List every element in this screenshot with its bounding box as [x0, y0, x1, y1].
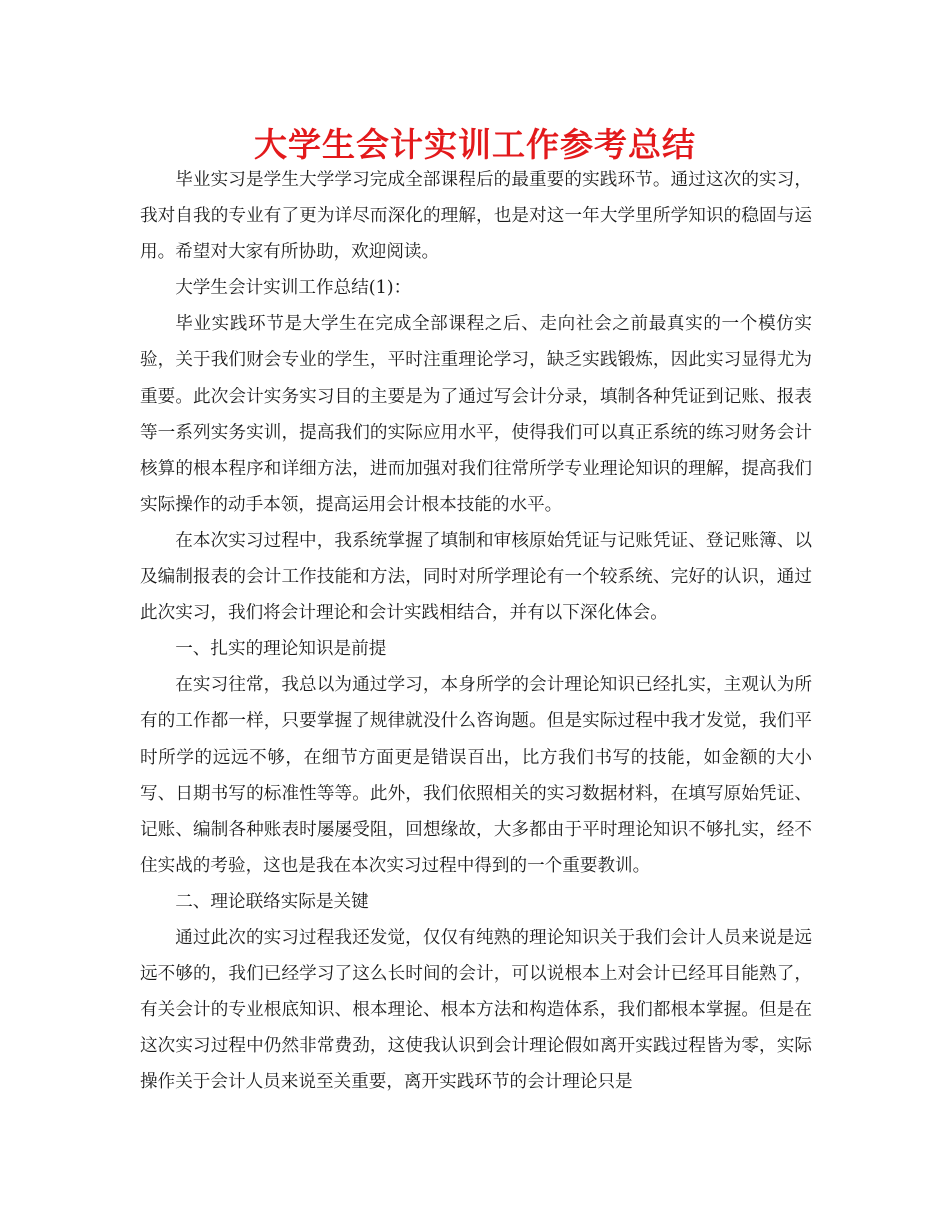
intro-paragraph: 毕业实习是学生大学学习完成全部课程后的最重要的实践环节。通过这次的实习，我对自我的专业有了更为详尽而深化的理解，也是对这一年大学里所学知识的稳固与运用。希望对大家有所协助，欢迎阅读。 [140, 170, 812, 263]
section-heading-summary-1: 大学生会计实训工作总结(1)： [175, 278, 412, 299]
body-paragraph: 在本次实习过程中，我系统掌握了填制和审核原始凭证与记账凭证、登记账簿、以及编制报表的会计工作技能和方法，同时对所学理论有一个较系统、完好的认识，通过此次实习，我们将会计理论和会计实践相结合，并有以下深化体会。 [140, 530, 812, 624]
body-paragraph: 通过此次的实习过程我还发觉，仅仅有纯熟的理论知识关于我们会计人员来说是远远不够的，我们已经学习了这么长时间的会计，可以说根本上对会计已经耳目能熟了，有关会计的专业根底知识、根本理论、根本方法和构造体系，我们都根本掌握。但是在这次实习过程中仍然非常费劲，这使我认识到会计理论假如离开实践过程皆为零，实际操作关于会计人员来说至关重要，离开实践环节的会计理论只是 [140, 927, 812, 1093]
document-title: 大学生会计实训工作参考总结 [254, 125, 696, 164]
body-paragraph: 在实习往常，我总以为通过学习，本身所学的会计理论知识已经扎实，主观认为所有的工作都一样，只要掌握了规律就没什么咨询题。但是实际过程中我才发觉，我们平时所学的远远不够，在细节方面更是错误百出，比方我们书写的技能，如金额的大小写、日期书写的标准性等等。此外，我们依照相关的实习数据材料，在填写原始凭证、记账、编制各种账表时屡屡受阻，回想缘故，大多都由于平时理论知识不够扎实，经不住实战的考验，这也是我在本次实习过程中得到的一个重要教训。 [140, 675, 812, 876]
document-body [140, 162, 812, 1100]
section-heading-theory-practice: 二、理论联络实际是关键 [175, 891, 369, 912]
section-heading-theory-foundation: 一、扎实的理论知识是前提 [175, 639, 387, 660]
body-paragraph: 毕业实践环节是大学生在完成全部课程之后、走向社会之前最真实的一个模仿实验，关于我们财会专业的学生，平时注重理论学习，缺乏实践锻炼，因此实习显得尤为重要。此次会计实务实习目的主要是为了通过写会计分录，填制各种凭证到记账、报表等一系列实务实训，提高我们的实际应用水平，使得我们可以真正系统的练习财务会计核算的根本程序和详细方法，进而加强对我们往常所学专业理论知识的理解，提高我们实际操作的动手本领，提高运用会计根本技能的水平。 [140, 314, 812, 515]
